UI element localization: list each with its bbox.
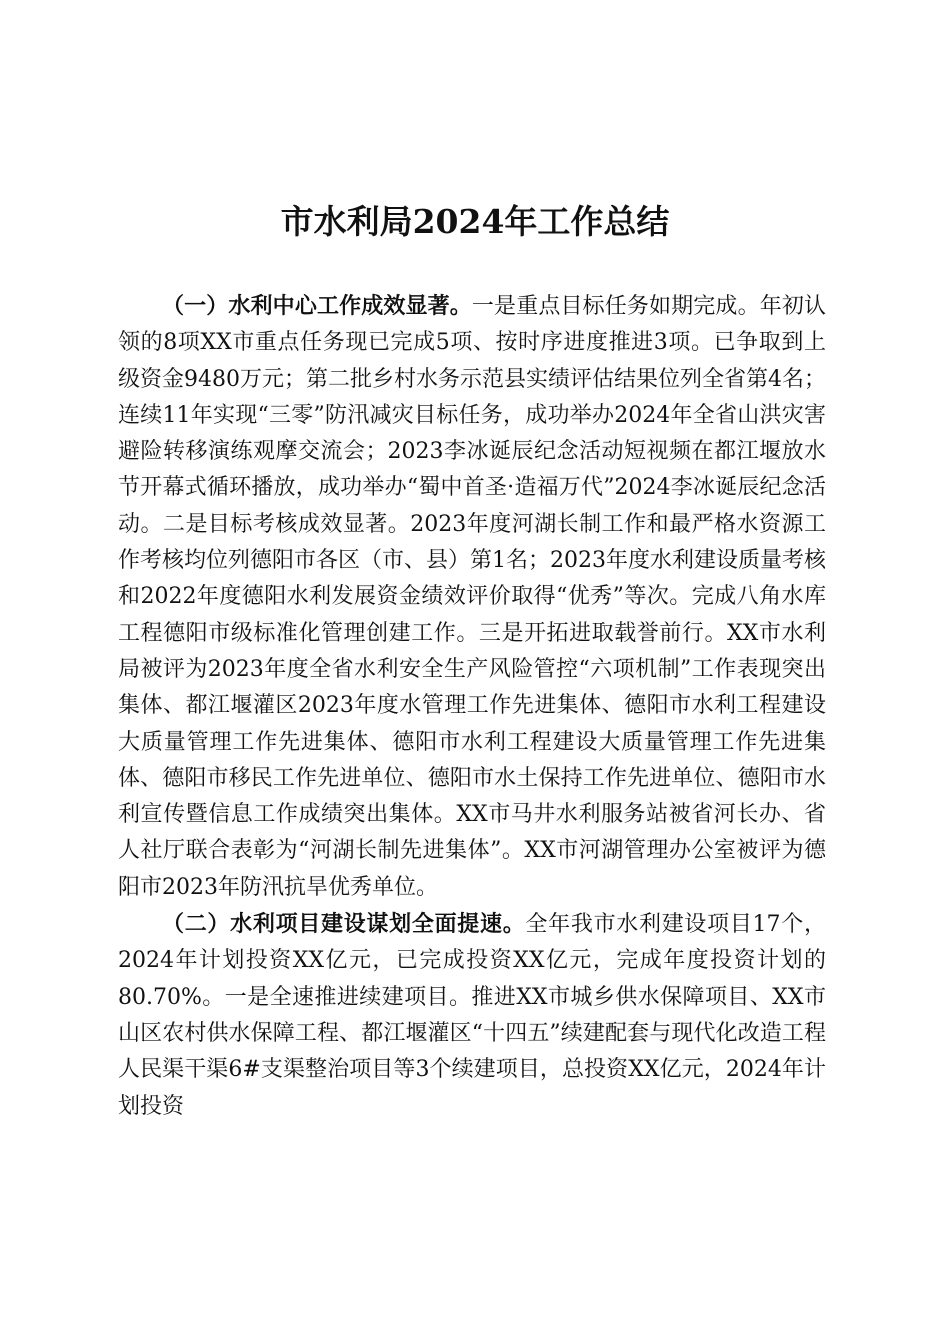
paragraph-2-heading: （二）水利项目建设谋划全面提速。 xyxy=(162,911,526,938)
paragraph-2 xyxy=(118,906,826,1125)
paragraph-2-text: 全年我市水利建设项目17个，2024年计划投资XX亿元，已完成投资XX亿元，完成年度投资计划的80.70%。一是全速推进续建项目。推进XX市城乡供水保障项目、XX市山区农村供水保障工程、都江堰灌区“十四五”续建配套与现代化改造工程人民渠干渠6#支渠整治项目等3个续建项目，总投资XX亿元，2024年计划投资 xyxy=(118,912,826,1119)
paragraph-1-heading: （一）水利中心工作成效显著。 xyxy=(162,293,472,319)
document-body xyxy=(118,288,826,1125)
paragraph-1 xyxy=(118,288,826,906)
document-title: 市水利局2024年工作总结 xyxy=(280,202,670,241)
paragraph-1-text: 一是重点目标任务如期完成。年初认领的8项XX市重点任务现已完成5项、按时序进度推进3项。已争取到上级资金9480万元；第二批乡村水务示范县实绩评估结果位列全省第4名；连续11年实现“三零”防汛减灾目标任务，成功举办2024年全省山洪灾害避险转移演练观摩交流会；2023李冰诞辰纪念活动短视频在都江堰放水节开幕式循环播放，成功举办“蜀中首圣·造福万代”2024李冰诞辰纪念活动。二是目标考核成效显著。2023年度河湖长制工作和最严格水资源工作考核均位列德阳市各区（市、县）第1名；2023年度水利建设质量考核和2022年度德阳水利发展资金绩效评价取得“优秀”等次。完成八角水库工程德阳市级标准化管理创建工作。三是开拓进取载誉前行。XX市水利局被评为2023年度全省水利安全生产风险管控“六项机制”工作表现突出集体、都江堰灌区2023年度水管理工作先进集体、德阳市水利工程建设大质量管理工作先进集体、德阳市水利工程建设大质量管理工作先进集体、德阳市移民工作先进单位、德阳市水土保持工作先进单位、德阳市水利宣传暨信息工作成绩突出集体。XX市马井水利服务站被省河长办、省人社厅联合表彰为“河湖长制先进集体”。XX市河湖管理办公室被评为德阳市2023年防汛抗旱优秀单位。 xyxy=(118,294,826,900)
